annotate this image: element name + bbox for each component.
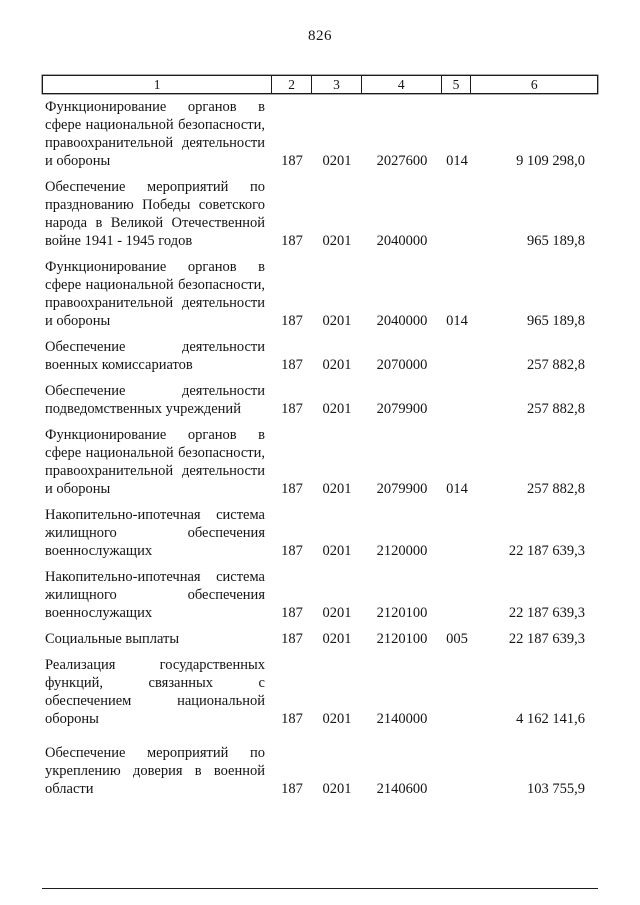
row-label: Функционирование органов в сфере национальной безопасности, правоохранительной деятельности и обороны (45, 427, 265, 497)
row-code-4: 2070000 (376, 357, 428, 373)
row-code-3: 0201 (322, 233, 352, 249)
column-header-2: 2 (272, 76, 312, 93)
row-amount: 965 189,8 (527, 313, 585, 329)
row-amount: 22 187 639,3 (508, 605, 585, 621)
row-amount: 103 755,9 (527, 781, 585, 797)
row-code-2: 187 (281, 711, 303, 727)
column-header-6: 6 (530, 77, 538, 92)
row-code-3: 0201 (322, 357, 352, 373)
column-header-5: 5 (442, 76, 472, 93)
row-code-4: 2040000 (376, 233, 428, 249)
row-code-3: 0201 (322, 543, 352, 559)
row-code-2: 187 (281, 543, 303, 559)
row-code-3: 0201 (322, 401, 352, 417)
row-label: Обеспечение деятельности военных комиссариатов (45, 339, 265, 373)
row-code-2: 187 (281, 781, 303, 797)
row-label: Накопительно-ипотечная система жилищного обеспечения военнослужащих (45, 569, 265, 621)
row-code-3: 0201 (322, 313, 352, 329)
row-amount: 257 882,8 (527, 481, 585, 497)
row-code-2: 187 (281, 233, 303, 249)
budget-table (42, 75, 598, 806)
table-row (42, 98, 598, 170)
row-label: Обеспечение мероприятий по укреплению доверия в военной области (45, 745, 265, 797)
row-code-5: 014 (446, 153, 468, 169)
table-row (42, 656, 598, 728)
row-code-4: 2140000 (376, 711, 428, 727)
row-code-5: 014 (446, 481, 468, 497)
table-row (42, 178, 598, 250)
row-code-4: 2079900 (376, 481, 428, 497)
row-amount: 9 109 298,0 (516, 153, 585, 169)
row-code-4: 2120000 (376, 543, 428, 559)
row-label: Обеспечение деятельности подведомственных учреждений (45, 383, 265, 417)
row-amount: 965 189,8 (527, 233, 585, 249)
row-code-4: 2079900 (376, 401, 428, 417)
row-label: Обеспечение мероприятий по празднованию Победы советского народа в Великой Отечественной войне 1941 - 1945 годов (45, 179, 265, 249)
row-amount: 4 162 141,6 (516, 711, 585, 727)
table-row (42, 426, 598, 498)
page-number: 826 (308, 28, 332, 44)
row-code-2: 187 (281, 481, 303, 497)
row-code-3: 0201 (322, 153, 352, 169)
table-row (42, 744, 598, 798)
table-header-row (42, 75, 598, 94)
row-code-2: 187 (281, 631, 303, 647)
row-label: Социальные выплаты (45, 631, 180, 647)
table-row (42, 506, 598, 560)
row-code-2: 187 (281, 605, 303, 621)
row-amount: 257 882,8 (527, 357, 585, 373)
table-body (42, 94, 598, 798)
column-header-1: 1 (43, 76, 272, 93)
table-row (42, 382, 598, 418)
row-code-3: 0201 (322, 711, 352, 727)
column-header-4: 4 (362, 76, 442, 93)
row-code-4: 2120100 (376, 631, 428, 647)
row-code-3: 0201 (322, 781, 352, 797)
row-code-2: 187 (281, 401, 303, 417)
row-amount: 22 187 639,3 (508, 631, 585, 647)
row-code-4: 2040000 (376, 313, 428, 329)
row-code-3: 0201 (322, 631, 352, 647)
row-label: Накопительно-ипотечная система жилищного обеспечения военнослужащих (45, 507, 265, 559)
table-row (42, 258, 598, 330)
row-label: Функционирование органов в сфере национальной безопасности, правоохранительной деятельности и обороны (45, 99, 265, 169)
row-amount: 257 882,8 (527, 401, 585, 417)
row-code-5: 014 (446, 313, 468, 329)
row-label: Функционирование органов в сфере национальной безопасности, правоохранительной деятельности и обороны (45, 259, 265, 329)
row-code-5: 005 (446, 631, 468, 647)
table-bottom-border (42, 888, 598, 889)
row-label: Реализация государственных функций, связанных с обеспечением национальной обороны (45, 657, 265, 727)
row-code-4: 2027600 (376, 153, 428, 169)
row-code-4: 2140600 (376, 781, 428, 797)
row-code-3: 0201 (322, 605, 352, 621)
row-amount: 22 187 639,3 (508, 543, 585, 559)
row-code-3: 0201 (322, 481, 352, 497)
table-row (42, 568, 598, 622)
row-code-2: 187 (281, 357, 303, 373)
column-header-3: 3 (312, 76, 362, 93)
table-row (42, 630, 598, 648)
table-row (42, 338, 598, 374)
row-code-2: 187 (281, 313, 303, 329)
row-code-2: 187 (281, 153, 303, 169)
row-code-4: 2120100 (376, 605, 428, 621)
